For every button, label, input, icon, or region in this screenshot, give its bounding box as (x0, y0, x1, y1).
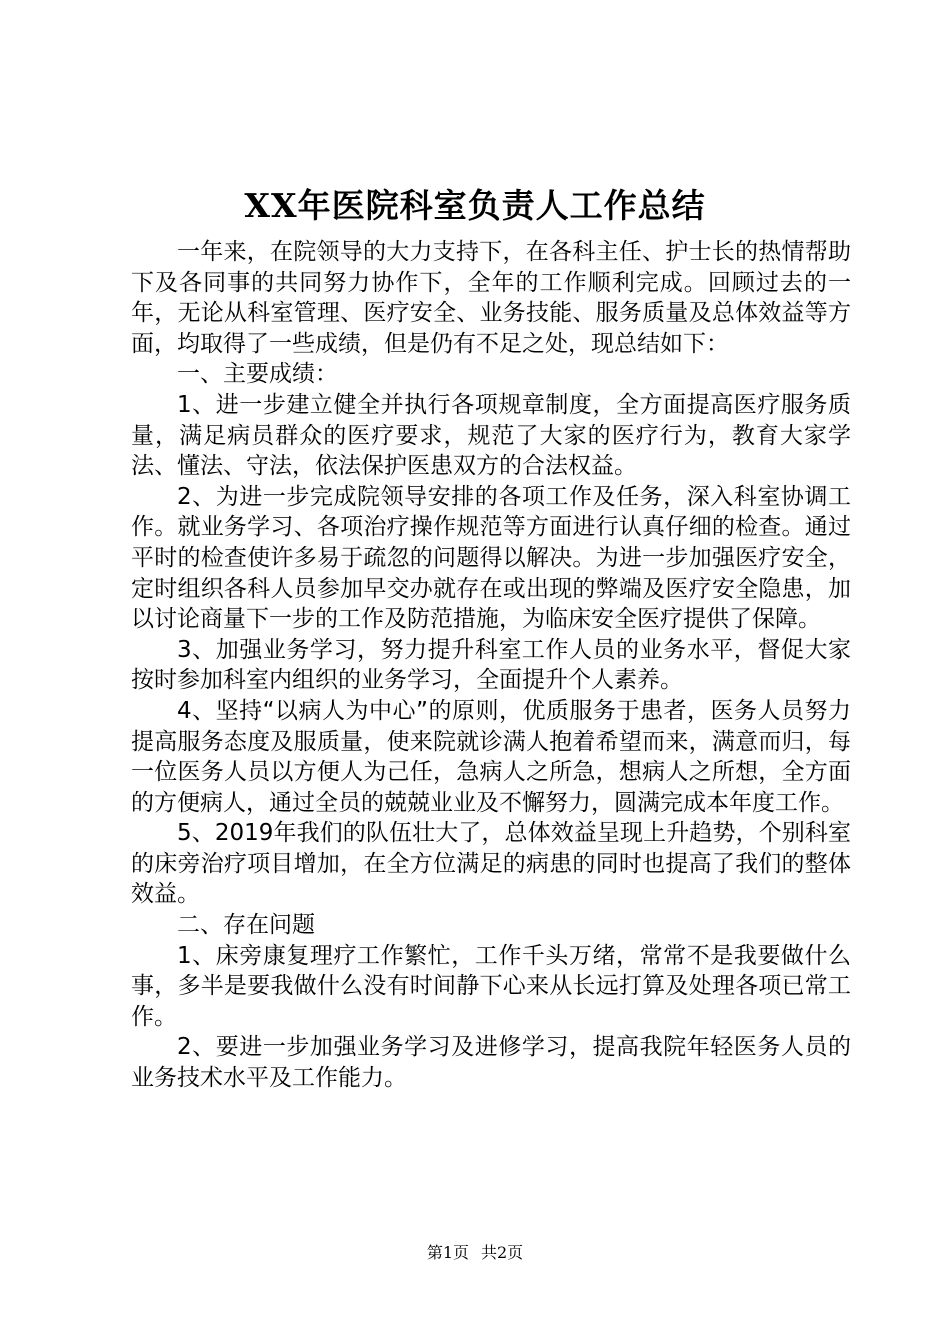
page-number-current: 第1页 (426, 1243, 469, 1262)
page-number-total: 共2页 (481, 1243, 524, 1262)
achievement-item-2: 2、为进一步完成院领导安排的各项工作及任务，深入科室协调工作。就业务学习、各项治疗操作规范等方面进行认真仔细的检查。通过平时的检查使许多易于疏忽的问题得以解决。为进一步加强医疗安全，定时组织各科人员参加早交办就存在或出现的弊端及医疗安全隐患，加以讨论商量下一步的工作及防范措施，为临床安全医疗提供了保障。 (131, 483, 851, 633)
achievement-item-5: 5、2019年我们的队伍壮大了，总体效益呈现上升趋势，个别科室的床旁治疗项目增加，在全方位满足的病患的同时也提高了我们的整体效益。 (131, 820, 851, 908)
achievement-item-4: 4、坚持“以病人为中心”的原则，优质服务于患者，医务人员努力提高服务态度及服质量，使来院就诊满人抱着希望而来，满意而归，每一位医务人员以方便人为己任，急病人之所急，想病人之所想，全方面的方便病人，通过全员的兢兢业业及不懈努力，圆满完成本年度工作。 (131, 697, 851, 816)
section-heading-achievements: 一、主要成绩： (177, 361, 338, 388)
achievement-item-1: 1、进一步建立健全并执行各项规章制度，全方面提高医疗服务质量，满足病员群众的医疗要求，规范了大家的医疗行为，教育大家学法、懂法、守法，依法保护医患双方的合法权益。 (131, 391, 851, 480)
problem-item-1: 1、床旁康复理疗工作繁忙，工作千头万绪，常常不是我要做什么事，多半是要我做什么没有时间静下心来从长远打算及处理各项已常工作。 (131, 942, 851, 1030)
page-footer (0, 1243, 950, 1263)
achievement-item-3: 3、加强业务学习，努力提升科室工作人员的业务水平，督促大家按时参加科室内组织的业务学习，全面提升个人素养。 (131, 636, 851, 694)
document-body (131, 237, 851, 1094)
problem-item-2: 2、要进一步加强业务学习及进修学习，提高我院年轻医务人员的业务技术水平及工作能力。 (131, 1034, 851, 1092)
document-title: XX年医院科室负责人工作总结 (244, 186, 706, 225)
section-heading-problems: 二、存在问题 (177, 912, 315, 939)
intro-paragraph: 一年来，在院领导的大力支持下，在各科主任、护士长的热情帮助下及各同事的共同努力协作下，全年的工作顺利完成。回顾过去的一年，无论从科室管理、医疗安全、业务技能、服务质量及总体效益等方面，均取得了一些成绩，但是仍有不足之处，现总结如下： (131, 239, 851, 357)
